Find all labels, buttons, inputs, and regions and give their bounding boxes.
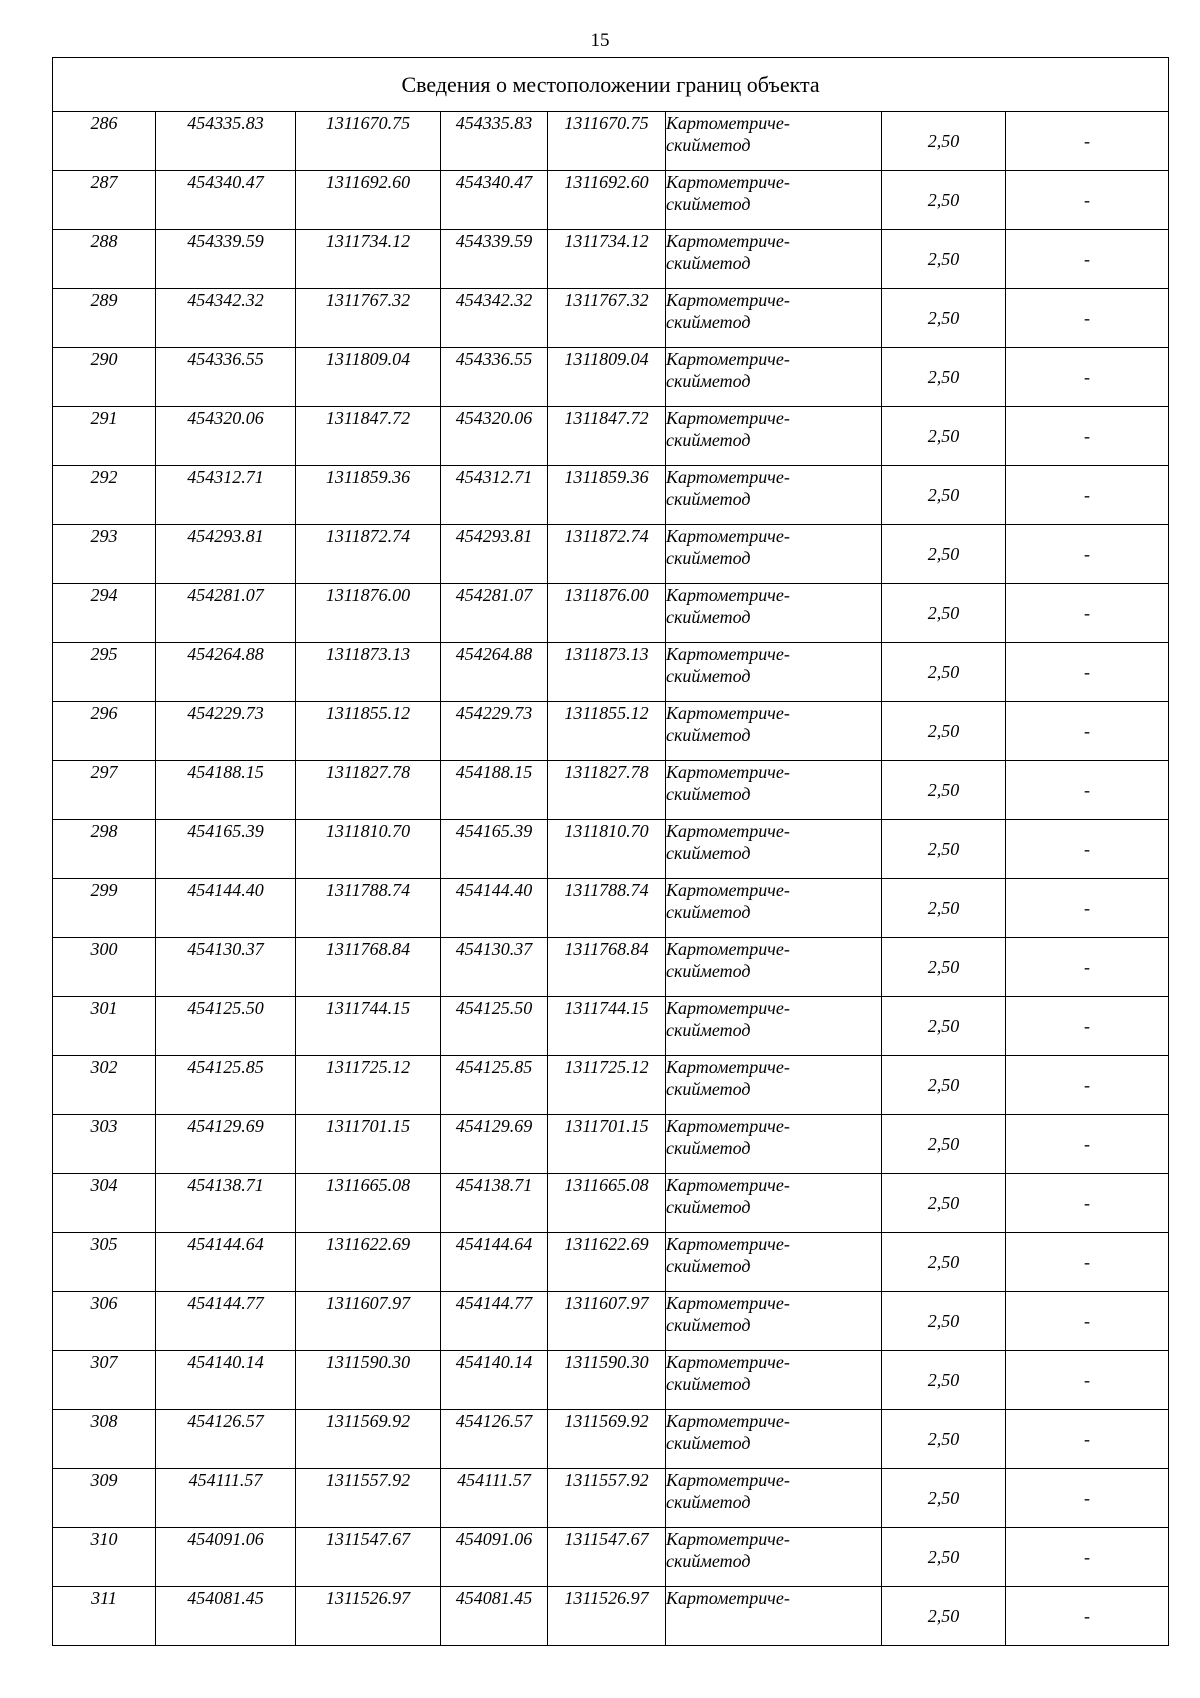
table-row	[53, 1292, 1169, 1351]
y-coordinate-spec-cell: 1311622.69	[548, 1233, 666, 1292]
y-coordinate-spec-cell: 1311670.75	[548, 112, 666, 171]
point-number-cell: 289	[53, 289, 156, 348]
method-line-2: скийметод	[666, 1433, 751, 1453]
method-line-1: Картометриче-	[666, 467, 790, 487]
x-coordinate-spec-cell: 454140.14	[441, 1351, 548, 1410]
note-cell: -	[1006, 466, 1169, 525]
y-coordinate-cell: 1311872.74	[296, 525, 441, 584]
y-coordinate-cell: 1311767.32	[296, 289, 441, 348]
x-coordinate-cell: 454188.15	[156, 761, 296, 820]
method-line-2: скийметод	[666, 253, 751, 273]
x-coordinate-spec-cell: 454264.88	[441, 643, 548, 702]
method-cell	[666, 1292, 882, 1351]
table-row	[53, 407, 1169, 466]
x-coordinate-cell: 454144.77	[156, 1292, 296, 1351]
note-cell: -	[1006, 643, 1169, 702]
y-coordinate-cell: 1311692.60	[296, 171, 441, 230]
x-coordinate-cell: 454125.85	[156, 1056, 296, 1115]
note-cell: -	[1006, 1469, 1169, 1528]
x-coordinate-cell: 454111.57	[156, 1469, 296, 1528]
point-number-cell: 301	[53, 997, 156, 1056]
table-row	[53, 1056, 1169, 1115]
method-cell	[666, 1528, 882, 1587]
x-coordinate-spec-cell: 454138.71	[441, 1174, 548, 1233]
point-number-cell: 302	[53, 1056, 156, 1115]
x-coordinate-spec-cell: 454144.40	[441, 879, 548, 938]
x-coordinate-spec-cell: 454081.45	[441, 1587, 548, 1646]
method-cell	[666, 1410, 882, 1469]
table-row	[53, 1351, 1169, 1410]
table-row	[53, 1115, 1169, 1174]
accuracy-cell: 2,50	[882, 643, 1006, 702]
point-number-cell: 296	[53, 702, 156, 761]
method-line-1: Картометриче-	[666, 644, 790, 664]
x-coordinate-spec-cell: 454335.83	[441, 112, 548, 171]
y-coordinate-spec-cell: 1311590.30	[548, 1351, 666, 1410]
method-line-1: Картометриче-	[666, 1411, 790, 1431]
y-coordinate-cell: 1311827.78	[296, 761, 441, 820]
table-row	[53, 584, 1169, 643]
y-coordinate-spec-cell: 1311547.67	[548, 1528, 666, 1587]
y-coordinate-spec-cell: 1311569.92	[548, 1410, 666, 1469]
x-coordinate-cell: 454340.47	[156, 171, 296, 230]
table-row	[53, 1469, 1169, 1528]
table-row	[53, 112, 1169, 171]
method-line-1: Картометриче-	[666, 585, 790, 605]
x-coordinate-spec-cell: 454188.15	[441, 761, 548, 820]
note-cell: -	[1006, 1587, 1169, 1646]
method-line-1: Картометриче-	[666, 762, 790, 782]
x-coordinate-cell: 454144.64	[156, 1233, 296, 1292]
note-cell: -	[1006, 761, 1169, 820]
y-coordinate-cell: 1311526.97	[296, 1587, 441, 1646]
x-coordinate-cell: 454165.39	[156, 820, 296, 879]
method-line-1: Картометриче-	[666, 1588, 790, 1608]
x-coordinate-spec-cell: 454111.57	[441, 1469, 548, 1528]
accuracy-cell: 2,50	[882, 466, 1006, 525]
note-cell: -	[1006, 1351, 1169, 1410]
y-coordinate-cell: 1311876.00	[296, 584, 441, 643]
y-coordinate-cell: 1311701.15	[296, 1115, 441, 1174]
x-coordinate-spec-cell: 454125.85	[441, 1056, 548, 1115]
note-cell: -	[1006, 1115, 1169, 1174]
method-line-1: Картометриче-	[666, 526, 790, 546]
method-line-1: Картометриче-	[666, 1352, 790, 1372]
x-coordinate-cell: 454081.45	[156, 1587, 296, 1646]
y-coordinate-spec-cell: 1311859.36	[548, 466, 666, 525]
table-row	[53, 466, 1169, 525]
accuracy-cell: 2,50	[882, 171, 1006, 230]
note-cell: -	[1006, 407, 1169, 466]
table-row	[53, 820, 1169, 879]
method-line-2: скийметод	[666, 784, 751, 804]
x-coordinate-spec-cell: 454281.07	[441, 584, 548, 643]
method-line-1: Картометриче-	[666, 408, 790, 428]
method-line-1: Картометриче-	[666, 1234, 790, 1254]
method-line-1: Картометриче-	[666, 1293, 790, 1313]
point-number-cell: 305	[53, 1233, 156, 1292]
accuracy-cell: 2,50	[882, 1056, 1006, 1115]
point-number-cell: 309	[53, 1469, 156, 1528]
accuracy-cell: 2,50	[882, 348, 1006, 407]
table-row	[53, 230, 1169, 289]
table-row	[53, 289, 1169, 348]
method-line-1: Картометриче-	[666, 1175, 790, 1195]
y-coordinate-cell: 1311788.74	[296, 879, 441, 938]
y-coordinate-spec-cell: 1311876.00	[548, 584, 666, 643]
x-coordinate-spec-cell: 454125.50	[441, 997, 548, 1056]
accuracy-cell: 2,50	[882, 1292, 1006, 1351]
y-coordinate-spec-cell: 1311810.70	[548, 820, 666, 879]
x-coordinate-spec-cell: 454144.77	[441, 1292, 548, 1351]
x-coordinate-spec-cell: 454312.71	[441, 466, 548, 525]
y-coordinate-cell: 1311768.84	[296, 938, 441, 997]
y-coordinate-cell: 1311569.92	[296, 1410, 441, 1469]
method-line-2: скийметод	[666, 371, 751, 391]
point-number-cell: 295	[53, 643, 156, 702]
x-coordinate-cell: 454129.69	[156, 1115, 296, 1174]
method-line-2: скийметод	[666, 489, 751, 509]
method-cell	[666, 171, 882, 230]
method-cell	[666, 348, 882, 407]
method-line-2: скийметод	[666, 1551, 751, 1571]
method-cell	[666, 584, 882, 643]
point-number-cell: 299	[53, 879, 156, 938]
y-coordinate-spec-cell: 1311767.32	[548, 289, 666, 348]
method-line-1: Картометриче-	[666, 821, 790, 841]
y-coordinate-cell: 1311873.13	[296, 643, 441, 702]
method-line-2: скийметод	[666, 1020, 751, 1040]
table-row	[53, 1528, 1169, 1587]
y-coordinate-cell: 1311557.92	[296, 1469, 441, 1528]
note-cell: -	[1006, 938, 1169, 997]
y-coordinate-cell: 1311744.15	[296, 997, 441, 1056]
accuracy-cell: 2,50	[882, 230, 1006, 289]
accuracy-cell: 2,50	[882, 1528, 1006, 1587]
point-number-cell: 294	[53, 584, 156, 643]
method-line-1: Картометриче-	[666, 113, 790, 133]
note-cell: -	[1006, 702, 1169, 761]
x-coordinate-spec-cell: 454144.64	[441, 1233, 548, 1292]
method-line-2: скийметод	[666, 607, 751, 627]
y-coordinate-cell: 1311670.75	[296, 112, 441, 171]
table-row	[53, 702, 1169, 761]
accuracy-cell: 2,50	[882, 1351, 1006, 1410]
point-number-cell: 310	[53, 1528, 156, 1587]
accuracy-cell: 2,50	[882, 938, 1006, 997]
table-row	[53, 1233, 1169, 1292]
y-coordinate-cell: 1311859.36	[296, 466, 441, 525]
method-line-1: Картометриче-	[666, 1529, 790, 1549]
method-line-2: скийметод	[666, 135, 751, 155]
method-line-2: скийметод	[666, 1315, 751, 1335]
accuracy-cell: 2,50	[882, 1233, 1006, 1292]
y-coordinate-spec-cell: 1311526.97	[548, 1587, 666, 1646]
x-coordinate-spec-cell: 454129.69	[441, 1115, 548, 1174]
point-number-cell: 307	[53, 1351, 156, 1410]
method-cell	[666, 820, 882, 879]
method-line-1: Картометриче-	[666, 939, 790, 959]
point-number-cell: 300	[53, 938, 156, 997]
method-cell	[666, 879, 882, 938]
x-coordinate-spec-cell: 454339.59	[441, 230, 548, 289]
accuracy-cell: 2,50	[882, 1469, 1006, 1528]
point-number-cell: 293	[53, 525, 156, 584]
accuracy-cell: 2,50	[882, 702, 1006, 761]
x-coordinate-cell: 454335.83	[156, 112, 296, 171]
method-cell	[666, 112, 882, 171]
y-coordinate-spec-cell: 1311855.12	[548, 702, 666, 761]
table-header-row	[53, 58, 1169, 112]
x-coordinate-cell: 454342.32	[156, 289, 296, 348]
table-row	[53, 348, 1169, 407]
note-cell: -	[1006, 348, 1169, 407]
point-number-cell: 304	[53, 1174, 156, 1233]
note-cell: -	[1006, 1528, 1169, 1587]
y-coordinate-cell: 1311622.69	[296, 1233, 441, 1292]
table-row	[53, 761, 1169, 820]
y-coordinate-spec-cell: 1311847.72	[548, 407, 666, 466]
method-cell	[666, 525, 882, 584]
y-coordinate-cell: 1311607.97	[296, 1292, 441, 1351]
note-cell: -	[1006, 525, 1169, 584]
x-coordinate-spec-cell: 454165.39	[441, 820, 548, 879]
table-row	[53, 879, 1169, 938]
method-cell	[666, 1587, 882, 1646]
y-coordinate-spec-cell: 1311744.15	[548, 997, 666, 1056]
x-coordinate-cell: 454229.73	[156, 702, 296, 761]
x-coordinate-spec-cell: 454342.32	[441, 289, 548, 348]
x-coordinate-spec-cell: 454293.81	[441, 525, 548, 584]
table-row	[53, 643, 1169, 702]
table-row	[53, 938, 1169, 997]
method-line-2: скийметод	[666, 312, 751, 332]
x-coordinate-cell: 454264.88	[156, 643, 296, 702]
x-coordinate-cell: 454144.40	[156, 879, 296, 938]
point-number-cell: 292	[53, 466, 156, 525]
table-row	[53, 1410, 1169, 1469]
method-cell	[666, 1233, 882, 1292]
point-number-cell: 287	[53, 171, 156, 230]
accuracy-cell: 2,50	[882, 525, 1006, 584]
x-coordinate-cell: 454130.37	[156, 938, 296, 997]
method-cell	[666, 466, 882, 525]
accuracy-cell: 2,50	[882, 1115, 1006, 1174]
method-line-2: скийметод	[666, 1374, 751, 1394]
note-cell: -	[1006, 1056, 1169, 1115]
y-coordinate-spec-cell: 1311692.60	[548, 171, 666, 230]
x-coordinate-cell: 454281.07	[156, 584, 296, 643]
note-cell: -	[1006, 1174, 1169, 1233]
note-cell: -	[1006, 171, 1169, 230]
method-line-2: скийметод	[666, 1138, 751, 1158]
x-coordinate-spec-cell: 454091.06	[441, 1528, 548, 1587]
x-coordinate-cell: 454140.14	[156, 1351, 296, 1410]
method-line-1: Картометриче-	[666, 998, 790, 1018]
y-coordinate-spec-cell: 1311607.97	[548, 1292, 666, 1351]
point-number-cell: 303	[53, 1115, 156, 1174]
accuracy-cell: 2,50	[882, 820, 1006, 879]
method-line-2: скийметод	[666, 666, 751, 686]
y-coordinate-spec-cell: 1311788.74	[548, 879, 666, 938]
x-coordinate-spec-cell: 454126.57	[441, 1410, 548, 1469]
method-line-2: скийметод	[666, 725, 751, 745]
note-cell: -	[1006, 1233, 1169, 1292]
x-coordinate-cell: 454091.06	[156, 1528, 296, 1587]
method-cell	[666, 407, 882, 466]
x-coordinate-cell: 454125.50	[156, 997, 296, 1056]
accuracy-cell: 2,50	[882, 289, 1006, 348]
y-coordinate-spec-cell: 1311701.15	[548, 1115, 666, 1174]
method-cell	[666, 1056, 882, 1115]
method-cell	[666, 1174, 882, 1233]
x-coordinate-cell: 454339.59	[156, 230, 296, 289]
note-cell: -	[1006, 1292, 1169, 1351]
accuracy-cell: 2,50	[882, 1587, 1006, 1646]
note-cell: -	[1006, 997, 1169, 1056]
y-coordinate-spec-cell: 1311557.92	[548, 1469, 666, 1528]
y-coordinate-spec-cell: 1311665.08	[548, 1174, 666, 1233]
method-line-1: Картометриче-	[666, 172, 790, 192]
method-cell	[666, 702, 882, 761]
method-line-2: скийметод	[666, 194, 751, 214]
method-line-1: Картометриче-	[666, 1470, 790, 1490]
accuracy-cell: 2,50	[882, 879, 1006, 938]
y-coordinate-spec-cell: 1311734.12	[548, 230, 666, 289]
y-coordinate-spec-cell: 1311725.12	[548, 1056, 666, 1115]
note-cell: -	[1006, 820, 1169, 879]
x-coordinate-cell: 454293.81	[156, 525, 296, 584]
y-coordinate-spec-cell: 1311768.84	[548, 938, 666, 997]
method-line-1: Картометриче-	[666, 880, 790, 900]
x-coordinate-spec-cell: 454336.55	[441, 348, 548, 407]
note-cell: -	[1006, 289, 1169, 348]
x-coordinate-spec-cell: 454320.06	[441, 407, 548, 466]
y-coordinate-spec-cell: 1311872.74	[548, 525, 666, 584]
y-coordinate-cell: 1311809.04	[296, 348, 441, 407]
method-line-2: скийметод	[666, 1197, 751, 1217]
y-coordinate-cell: 1311725.12	[296, 1056, 441, 1115]
accuracy-cell: 2,50	[882, 407, 1006, 466]
table-row	[53, 1174, 1169, 1233]
y-coordinate-cell: 1311665.08	[296, 1174, 441, 1233]
accuracy-cell: 2,50	[882, 1410, 1006, 1469]
accuracy-cell: 2,50	[882, 584, 1006, 643]
point-number-cell: 308	[53, 1410, 156, 1469]
y-coordinate-cell: 1311734.12	[296, 230, 441, 289]
y-coordinate-cell: 1311855.12	[296, 702, 441, 761]
x-coordinate-cell: 454138.71	[156, 1174, 296, 1233]
method-line-2: скийметод	[666, 902, 751, 922]
method-cell	[666, 997, 882, 1056]
point-number-cell: 311	[53, 1587, 156, 1646]
boundary-coordinates-table	[52, 57, 1169, 1646]
x-coordinate-cell: 454320.06	[156, 407, 296, 466]
note-cell: -	[1006, 230, 1169, 289]
page-number: 15	[590, 30, 610, 51]
y-coordinate-cell: 1311547.67	[296, 1528, 441, 1587]
y-coordinate-spec-cell: 1311809.04	[548, 348, 666, 407]
method-cell	[666, 1115, 882, 1174]
table-row	[53, 525, 1169, 584]
method-line-1: Картометриче-	[666, 349, 790, 369]
x-coordinate-cell: 454126.57	[156, 1410, 296, 1469]
accuracy-cell: 2,50	[882, 112, 1006, 171]
point-number-cell: 290	[53, 348, 156, 407]
note-cell: -	[1006, 1410, 1169, 1469]
method-line-1: Картометриче-	[666, 703, 790, 723]
method-cell	[666, 289, 882, 348]
method-cell	[666, 1469, 882, 1528]
x-coordinate-spec-cell: 454130.37	[441, 938, 548, 997]
method-line-2: скийметод	[666, 1079, 751, 1099]
point-number-cell: 291	[53, 407, 156, 466]
table-row	[53, 997, 1169, 1056]
note-cell: -	[1006, 879, 1169, 938]
note-cell: -	[1006, 584, 1169, 643]
table-title: Сведения о местоположении границ объекта	[53, 58, 1169, 112]
method-cell	[666, 761, 882, 820]
y-coordinate-cell: 1311810.70	[296, 820, 441, 879]
method-line-1: Картометриче-	[666, 231, 790, 251]
accuracy-cell: 2,50	[882, 761, 1006, 820]
method-line-2: скийметод	[666, 961, 751, 981]
x-coordinate-cell: 454336.55	[156, 348, 296, 407]
method-line-1: Картометриче-	[666, 1057, 790, 1077]
point-number-cell: 306	[53, 1292, 156, 1351]
point-number-cell: 297	[53, 761, 156, 820]
method-cell	[666, 643, 882, 702]
method-line-2: скийметод	[666, 548, 751, 568]
y-coordinate-spec-cell: 1311873.13	[548, 643, 666, 702]
point-number-cell: 286	[53, 112, 156, 171]
table-row	[53, 1587, 1169, 1646]
y-coordinate-cell: 1311847.72	[296, 407, 441, 466]
method-line-2: скийметод	[666, 843, 751, 863]
point-number-cell: 288	[53, 230, 156, 289]
point-number-cell: 298	[53, 820, 156, 879]
method-line-1: Картометриче-	[666, 290, 790, 310]
y-coordinate-cell: 1311590.30	[296, 1351, 441, 1410]
x-coordinate-spec-cell: 454340.47	[441, 171, 548, 230]
x-coordinate-spec-cell: 454229.73	[441, 702, 548, 761]
accuracy-cell: 2,50	[882, 997, 1006, 1056]
method-cell	[666, 938, 882, 997]
method-line-2: скийметод	[666, 1256, 751, 1276]
note-cell: -	[1006, 112, 1169, 171]
x-coordinate-cell: 454312.71	[156, 466, 296, 525]
method-cell	[666, 1351, 882, 1410]
accuracy-cell: 2,50	[882, 1174, 1006, 1233]
table-row	[53, 171, 1169, 230]
y-coordinate-spec-cell: 1311827.78	[548, 761, 666, 820]
method-line-1: Картометриче-	[666, 1116, 790, 1136]
method-cell	[666, 230, 882, 289]
method-line-2: скийметод	[666, 1492, 751, 1512]
method-line-2: скийметод	[666, 430, 751, 450]
